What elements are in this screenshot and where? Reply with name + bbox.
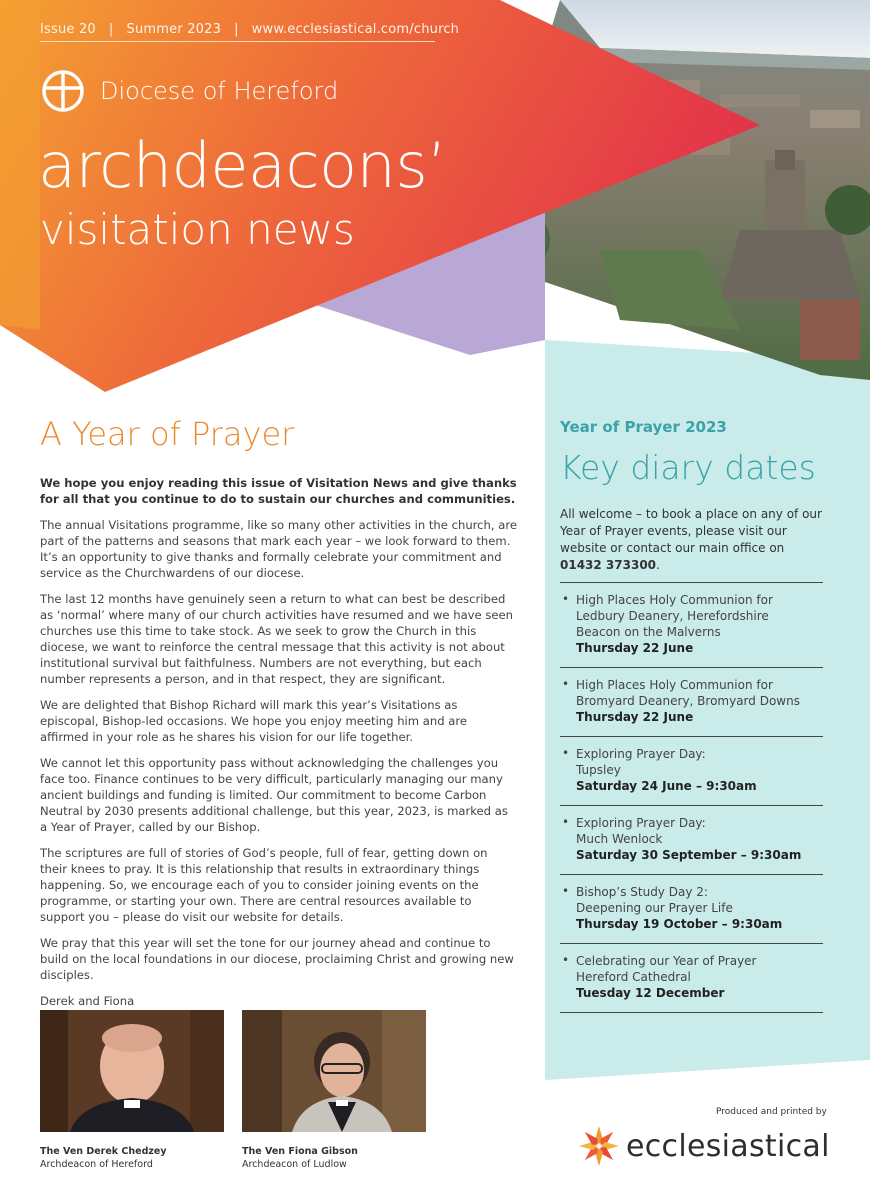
issue-season: Summer 2023	[126, 22, 222, 37]
article-paragraph: The last 12 months have genuinely seen a return to what can best be described as ‘normal’ where many of our church activities have resumed and we have seen churches use this time to take stock. As we seek to grow the Church in this diocese, we want to reinforce the central message that this activity is not about institutional survival but faithfulness. Numbers are not everything, but each number represents a person, and in that respect, they are significant.	[40, 592, 514, 686]
bullet: •	[562, 677, 570, 691]
event-line: Beacon on the Malverns	[576, 625, 721, 639]
diocese-name: Diocese of Hereford	[100, 77, 339, 105]
event-line: Exploring Prayer Day:	[576, 747, 706, 761]
event-line: High Places Holy Communion for	[576, 678, 773, 692]
list-item	[560, 943, 823, 1013]
photo-derek-chedzey	[40, 1010, 224, 1132]
article-lead: We hope you enjoy reading this issue of Visitation News and give thanks for all that you continue to do to sustain our churches and communities.	[40, 476, 517, 506]
separator: |	[108, 22, 114, 37]
article-signoff: Derek and Fiona	[40, 994, 135, 1008]
diary-events-list	[560, 582, 823, 1013]
article-heading: A Year of Prayer	[40, 415, 295, 453]
bullet: •	[562, 746, 570, 760]
list-item	[560, 667, 823, 736]
person-role: Archdeacon of Ludlow	[242, 1159, 347, 1170]
separator: |	[234, 22, 239, 37]
office-phone[interactable]: 01432 373300	[560, 558, 657, 572]
church-of-england-logo-icon	[40, 68, 86, 114]
sidebar-kicker: Year of Prayer 2023	[560, 418, 727, 436]
article-paragraph: We pray that this year will set the tone for our journey ahead and continue to build on the local foundations in our diocese, proclaiming Christ and growing new disciples.	[40, 936, 514, 982]
event-date: Thursday 19 October – 9:30am	[576, 917, 783, 931]
event-line: Ledbury Deanery, Herefordshire	[576, 609, 769, 623]
event-date: Saturday 30 September – 9:30am	[576, 848, 802, 862]
article-paragraph: The scriptures are full of stories of God’s people, full of fear, getting down on their knees to pray. It is this relationship that results in extraordinary things happening. So, we encourage each of you to consider joining events on the programme, or starting your own. There are central resources available to support you – please do visit our website for details.	[40, 846, 488, 924]
event-line: Hereford Cathedral	[576, 970, 691, 984]
person-name: The Ven Fiona Gibson	[242, 1146, 358, 1157]
sidebar-title: Key diary dates	[560, 448, 816, 487]
phone-suffix: .	[656, 558, 660, 572]
ecclesiastical-logo	[578, 1125, 830, 1167]
list-item	[560, 582, 823, 667]
event-line: High Places Holy Communion for	[576, 593, 773, 607]
issue-line	[40, 22, 459, 37]
diocese-brand	[40, 68, 338, 114]
bullet: •	[562, 815, 570, 829]
event-line: Bromyard Deanery, Bromyard Downs	[576, 694, 800, 708]
bullet: •	[562, 953, 570, 967]
caption-derek	[40, 1145, 167, 1171]
list-item	[560, 805, 823, 874]
caption-fiona	[242, 1145, 358, 1171]
event-date: Thursday 22 June	[576, 641, 694, 655]
article-body	[40, 475, 518, 1019]
person-role: Archdeacon of Hereford	[40, 1159, 153, 1170]
person-name: The Ven Derek Chedzey	[40, 1146, 167, 1157]
ecclesiastical-wordmark: ecclesiastical	[626, 1128, 830, 1164]
bullet: •	[562, 884, 570, 898]
event-date: Saturday 24 June – 9:30am	[576, 779, 757, 793]
event-date: Tuesday 12 December	[576, 986, 725, 1000]
newsletter-title-line2: visitation news	[40, 205, 355, 254]
event-line: Much Wenlock	[576, 832, 663, 846]
bullet: •	[562, 592, 570, 606]
ecclesiastical-star-icon	[578, 1125, 620, 1167]
sidebar-intro	[560, 506, 822, 574]
article-paragraph: We cannot let this opportunity pass without acknowledging the challenges you face too. Finance continues to be very difficult, particularly managing our many ancient buildings and funding is limited. Our commitment to become Carbon Neutral by 2030 presents additional challenge, but this year, 2023, is marked as a Year of Prayer, called by our Bishop.	[40, 756, 508, 834]
event-line: Exploring Prayer Day:	[576, 816, 706, 830]
list-item	[560, 874, 823, 943]
sidebar-intro-text: All welcome – to book a place on any of our Year of Prayer events, please visit our website or contact our main office on	[560, 507, 822, 555]
event-line: Celebrating our Year of Prayer	[576, 954, 757, 968]
article-paragraph: The annual Visitations programme, like so many other activities in the church, are part of the patterns and seasons that mark each year – we look forward to them. It’s an opportunity to give thanks and formally celebrate your commitment and service as the Churchwardens of our diocese.	[40, 518, 518, 580]
newsletter-title-line1: archdeacons’	[38, 129, 447, 202]
photo-fiona-gibson	[242, 1010, 426, 1132]
issue-number: Issue 20	[40, 22, 96, 37]
article-paragraph: We are delighted that Bishop Richard will mark this year’s Visitations as episcopal, Bishop-led occasions. We hope you enjoy meeting him and are affirmed in your role as he shares his vision for our life together.	[40, 698, 467, 744]
event-line: Tupsley	[576, 763, 621, 777]
event-date: Thursday 22 June	[576, 710, 694, 724]
produced-by-label: Produced and printed by	[716, 1107, 827, 1117]
website-link[interactable]: www.ecclesiastical.com/church	[251, 22, 460, 37]
event-line: Bishop’s Study Day 2:	[576, 885, 708, 899]
list-item	[560, 736, 823, 805]
event-line: Deepening our Prayer Life	[576, 901, 733, 915]
